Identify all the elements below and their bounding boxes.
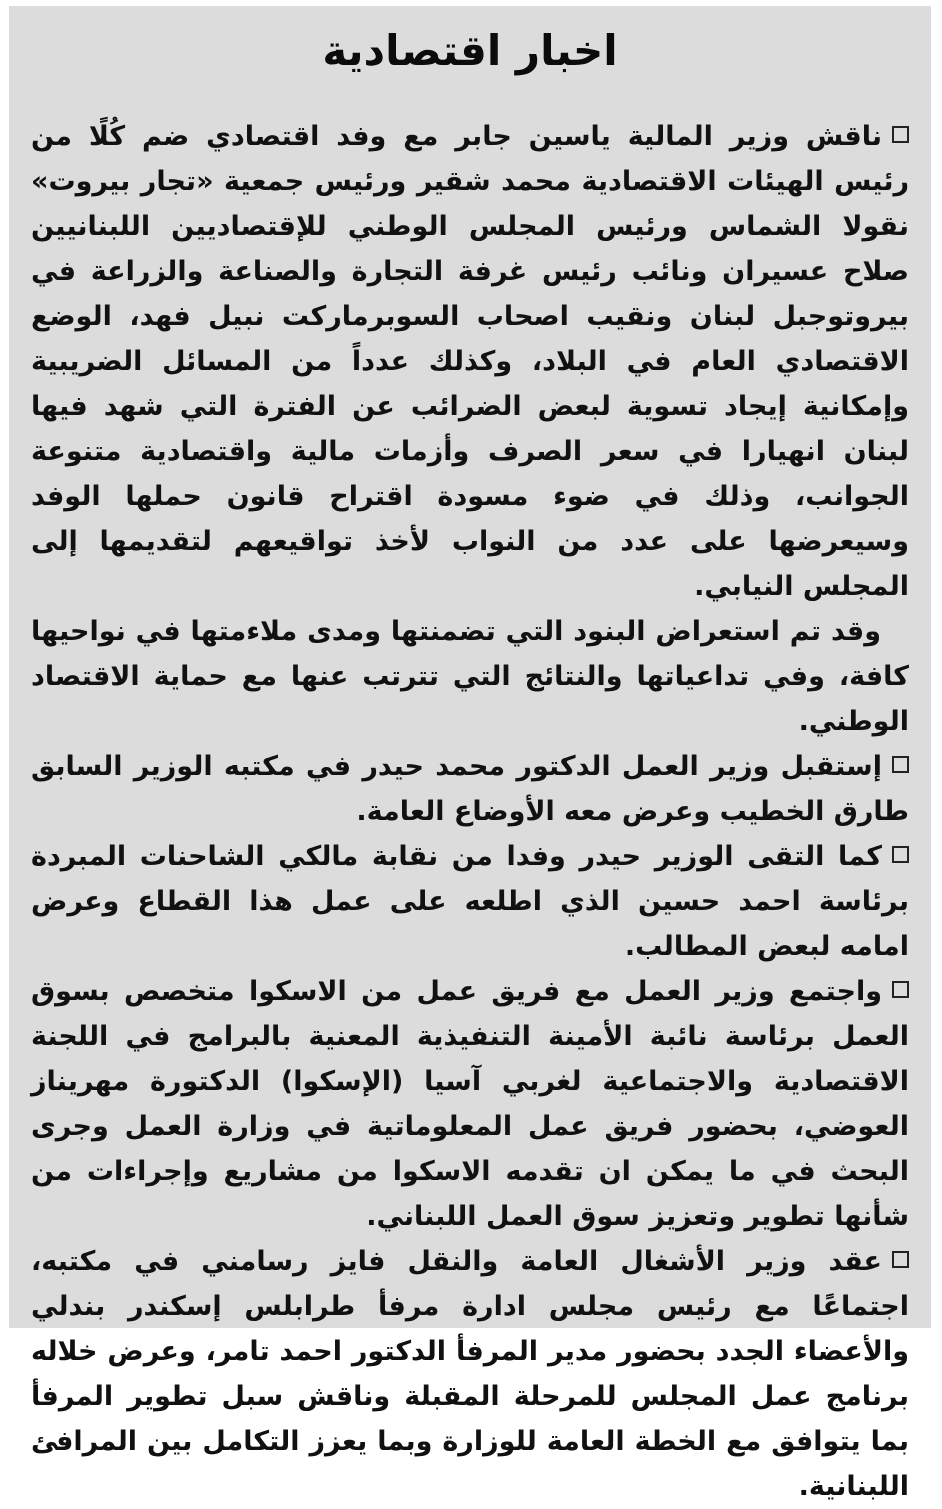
- article-paragraph: [31, 1239, 909, 1509]
- news-clipping: [9, 6, 931, 1502]
- paragraph-text: واجتمع وزير العمل مع فريق عمل من الاسكوا متخصص بسوق العمل برئاسة نائبة الأمينة التنفيذية المعنية بالبرامج في اللجنة الاقتصادية والاجتماعية لغربي آسيا (الإسكوا) الدكتورة مهريناز العوضي، بحضور فريق عمل المعلوماتية في وزارة العمل وجرى البحث في ما يمكن ان تقدمه الاسكوا من مشاريع وإجراءات من شأنها تطوير وتعزيز سوق العمل اللبناني.: [31, 976, 909, 1232]
- article-body: [9, 92, 931, 1509]
- paragraph-text: عقد وزير الأشغال العامة والنقل فايز رسامني في مكتبه، اجتماعًا مع رئيس مجلس ادارة مرفأ طرابلس إسكندر بندلي والأعضاء الجدد بحضور مدير المرفأ الدكتور احمد تامر، وعرض خلاله برنامج عمل المجلس للمرحلة المقبلة وناقش سبل تطوير المرفأ بما يتوافق مع الخطة العامة للوزارة وبما يعزز التكامل بين المرافئ اللبنانية.: [31, 1246, 909, 1502]
- square-bullet-icon: [892, 756, 909, 773]
- square-bullet-icon: [892, 126, 909, 143]
- article-paragraph: [31, 609, 909, 744]
- paragraph-text: وقد تم استعراض البنود التي تضمنتها ومدى ملاءمتها في نواحيها كافة، وفي تداعياتها والنتائج التي تترتب عنها مع حماية الاقتصاد الوطني.: [31, 616, 909, 737]
- paragraph-text: كما التقى الوزير حيدر وفدا من نقابة مالكي الشاحنات المبردة برئاسة احمد حسين الذي اطلعه على عمل هذا القطاع وعرض امامه لبعض المطالب.: [31, 841, 909, 962]
- paragraph-text: إستقبل وزير العمل الدكتور محمد حيدر في مكتبه الوزير السابق طارق الخطيب وعرض معه الأوضاع العامة.: [31, 751, 909, 827]
- headline: اخبار اقتصادية: [322, 26, 618, 75]
- square-bullet-icon: [892, 1251, 909, 1268]
- square-bullet-icon: [892, 981, 909, 998]
- article-paragraph: [31, 834, 909, 969]
- article-paragraph: [31, 744, 909, 834]
- article-paragraph: [31, 969, 909, 1239]
- paragraph-text: ناقش وزير المالية ياسين جابر مع وفد اقتصادي ضم كُلًا من رئيس الهيئات الاقتصادية محمد شقير ورئيس جمعية «تجار بيروت» نقولا الشماس ورئيس المجلس الوطني للإقتصاديين اللبنانيين صلاح عسيران ونائب رئيس غرفة التجارة والصناعة والزراعة في بيروتوجبل لبنان ونقيب اصحاب السوبرماركت نبيل فهد، الوضع الاقتصادي العام في البلاد، وكذلك عدداً من المسائل الضريبية وإمكانية إيجاد تسوية لبعض الضرائب عن الفترة التي شهد فيها لبنان انهيارا في سعر الصرف وأزمات مالية واقتصادية متنوعة الجوانب، وذلك في ضوء مسودة اقتراح قانون حملها الوفد وسيعرضها على عدد من النواب لأخذ تواقيعهم لتقديمها إلى المجلس النيابي.: [31, 121, 909, 602]
- square-bullet-icon: [892, 846, 909, 863]
- article-paragraph: [31, 114, 909, 609]
